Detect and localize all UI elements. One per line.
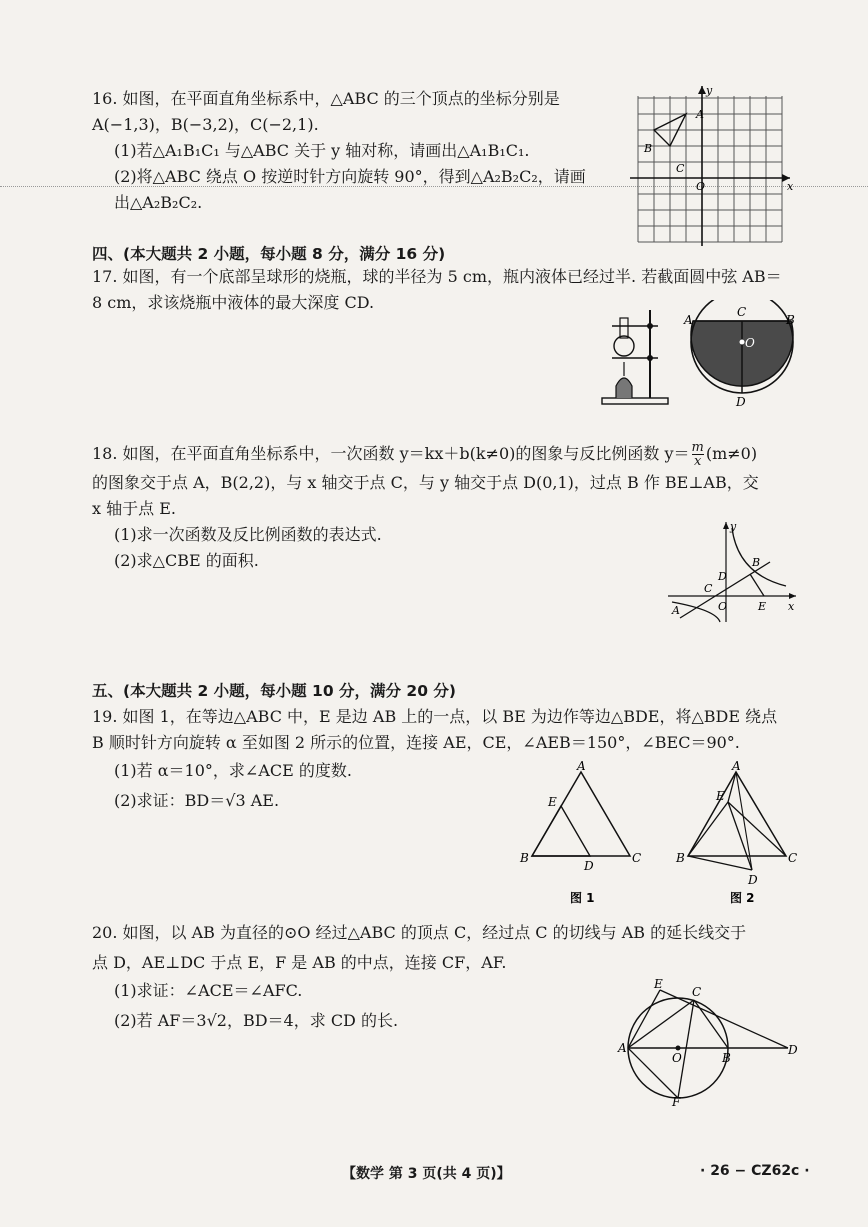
label-d: D: [718, 570, 727, 583]
section-5-heading: 五、(本大题共 2 小题，每小题 10 分，满分 20 分): [92, 682, 456, 700]
label-b: B: [644, 142, 653, 155]
label-x: x: [787, 180, 794, 193]
q20-part-2: (2)若 AF＝3√2，BD＝4，求 CD 的长.: [114, 1011, 399, 1030]
page-number: 【数学 第 3 页(共 4 页)】: [342, 1166, 511, 1182]
label-c: C: [632, 851, 642, 865]
q17-line-2: 8 cm，求该烧瓶中液体的最大深度 CD.: [92, 293, 375, 312]
label-a: A: [732, 759, 741, 773]
caption-fig-2: 图 2: [730, 891, 755, 905]
caption-fig-1: 图 1: [570, 891, 595, 905]
q19-part-1: (1)若 α＝10°，求∠ACE 的度数.: [114, 761, 352, 780]
label-a: A: [618, 1041, 627, 1055]
q16-part-1: (1)若△A₁B₁C₁ 与△ABC 关于 y 轴对称，请画出△A₁B₁C₁.: [114, 141, 530, 160]
label-a: A: [672, 604, 680, 617]
q18-condition: (m≠0): [705, 444, 758, 463]
label-c: C: [676, 162, 685, 175]
fraction-numerator: m: [691, 440, 704, 455]
label-e: E: [548, 795, 557, 809]
label-b: B: [752, 556, 761, 569]
segment-cb: [694, 1000, 728, 1048]
q16-line-2: A(−1,3)，B(−3,2)，C(−2,1).: [92, 115, 319, 134]
label-o: O: [718, 600, 728, 613]
q18-line-1: [92, 441, 757, 468]
label-f: F: [672, 1095, 681, 1106]
label-y: y: [730, 520, 737, 533]
label-a: A: [684, 313, 693, 327]
label-b: B: [676, 851, 685, 865]
label-o: O: [672, 1051, 682, 1065]
section-4-heading: 四、(本大题共 2 小题，每小题 8 分，满分 16 分): [92, 245, 446, 263]
label-o: O: [696, 180, 706, 193]
segment-be: [750, 574, 764, 596]
label-c: C: [788, 851, 798, 865]
label-a: A: [577, 759, 586, 773]
segment-ae: [628, 990, 660, 1048]
q19-figure-2: [672, 756, 802, 908]
q18-part-2: (2)求△CBE 的面积.: [114, 551, 259, 570]
q18-line-3: x 轴于点 E.: [92, 499, 176, 518]
label-b: B: [520, 851, 529, 865]
label-d: D: [788, 1043, 798, 1057]
label-y: y: [706, 84, 713, 97]
label-c: C: [737, 305, 747, 319]
label-c: C: [704, 582, 713, 595]
q16-part-2-cont: 出△A₂B₂C₂.: [114, 193, 203, 212]
q19-line-2: B 顺时针方向旋转 α 至如图 2 所示的位置，连接 AE，CE，∠AEB＝150°，∠BEC＝90°.: [92, 733, 740, 752]
q20-part-1: (1)求证：∠ACE＝∠AFC.: [114, 981, 303, 1000]
q18-graph-figure: [666, 518, 800, 626]
q18-line-1-text: 18. 如图，在平面直角坐标系中，一次函数 y＝kx＋b(k≠0)的图象与反比例函数 y＝: [92, 444, 690, 463]
q17-circle-figure: [682, 300, 802, 412]
segment-cf: [678, 1000, 694, 1098]
label-e: E: [716, 789, 725, 803]
q19-figure-1: [516, 756, 648, 908]
label-b: B: [722, 1051, 731, 1065]
label-e: E: [654, 977, 663, 991]
fraction-m-over-x: [692, 441, 704, 468]
label-o: O: [745, 336, 755, 350]
label-x: x: [788, 600, 795, 613]
q16-part-2: (2)将△ABC 绕点 O 按逆时针方向旋转 90°，得到△A₂B₂C₂，请画: [114, 167, 586, 186]
label-b: B: [786, 313, 795, 327]
paper-code: · 26 − CZ62c ·: [700, 1163, 810, 1179]
label-d: D: [736, 395, 746, 409]
flask-apparatus-figure: [598, 300, 676, 406]
q18-line-2: 的图象交于点 A，B(2,2)，与 x 轴交于点 C，与 y 轴交于点 D(0,1)，过点 B 作 BE⊥AB，交: [92, 473, 759, 492]
q19-line-1: 19. 如图 1，在等边△ABC 中，E 是边 AB 上的一点，以 BE 为边作等边△BDE，将△BDE 绕点: [92, 707, 778, 726]
label-d: D: [584, 859, 594, 873]
segment-ac: [628, 1000, 694, 1048]
label-e: E: [758, 600, 767, 613]
q20-line-1: 20. 如图，以 AB 为直径的⊙O 经过△ABC 的顶点 C，经过点 C 的切线与 AB 的延长线交于: [92, 923, 747, 942]
q20-line-2: 点 D，AE⊥DC 于点 E，F 是 AB 的中点，连接 CF，AF.: [92, 953, 507, 972]
q20-circle-figure: [616, 976, 804, 1106]
q16-grid-figure: [630, 82, 800, 248]
q16-line-1: 16. 如图，在平面直角坐标系中，△ABC 的三个顶点的坐标分别是: [92, 89, 560, 108]
label-d: D: [748, 873, 758, 887]
tangent-ed: [660, 990, 788, 1048]
q17-line-1: 17. 如图，有一个底部呈球形的烧瓶，球的半径为 5 cm，瓶内液体已经过半. 若截面圆中弦 AB＝: [92, 267, 782, 286]
q19-part-2: (2)求证：BD＝√3 AE.: [114, 791, 280, 810]
label-a: A: [696, 108, 704, 121]
label-c: C: [692, 985, 702, 999]
q18-part-1: (1)求一次函数及反比例函数的表达式.: [114, 525, 382, 544]
fraction-denominator: x: [694, 454, 702, 469]
